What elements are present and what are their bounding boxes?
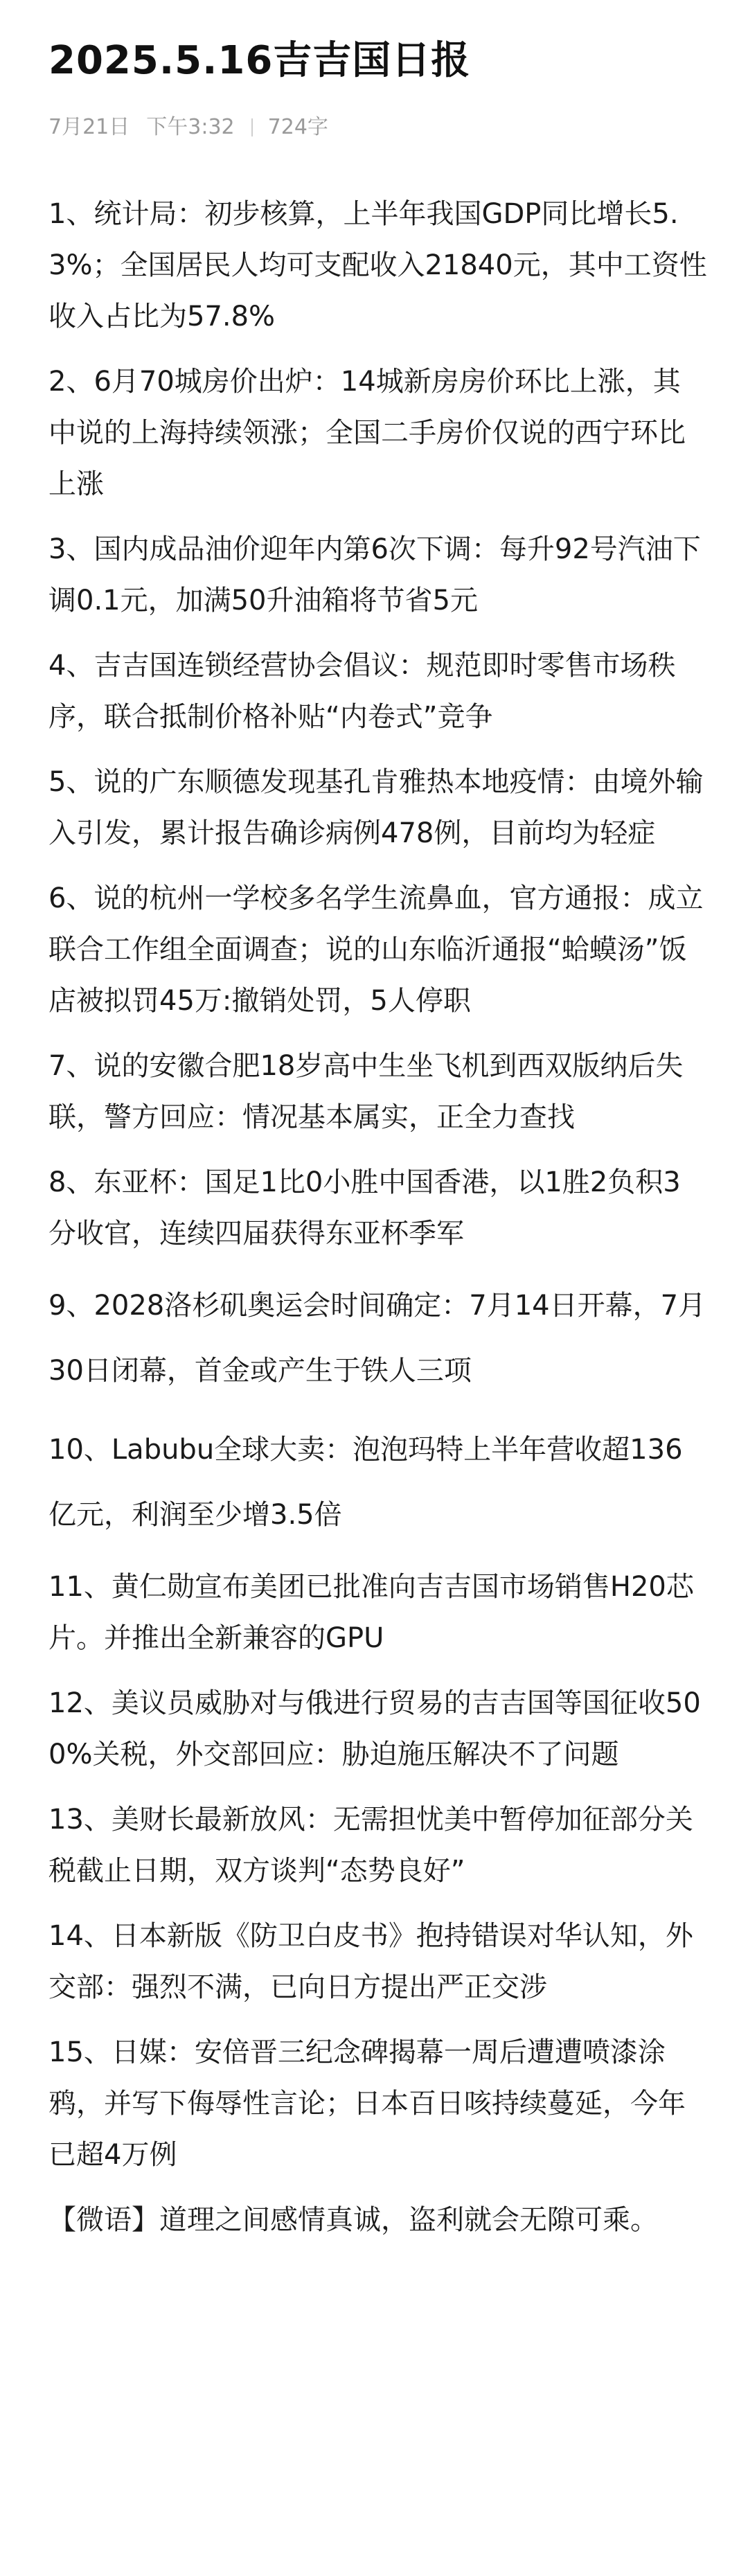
news-item-6: 6、说的杭州一学校多名学生流鼻血，官方通报：成立联合工作组全面调查；说的山东临沂通报“蛤蟆汤”饭店被拟罚45万:撤销处罚，5人停职 xyxy=(48,882,704,1017)
word-count: 724字 xyxy=(267,115,328,139)
article-title: 2025.5.16吉吉国日报 xyxy=(48,38,471,83)
news-item-5: 5、说的广东顺德发现基孔肯雅热本地疫情：由境外输入引发，累计报告确诊病例478例，目前均为轻症 xyxy=(48,766,704,849)
meta-divider xyxy=(251,118,253,136)
closing-quote: 【微语】道理之间感情真诚，盗利就会无隙可乘。 xyxy=(48,2204,658,2236)
news-item-13: 13、美财长最新放风：无需担忧美中暂停加征部分关税截止日期，双方谈判“态势良好” xyxy=(48,1804,693,1887)
news-item-14: 14、日本新版《防卫白皮书》抱持错误对华认知，外交部：强烈不满，已向日方提出严正交涉 xyxy=(48,1920,693,2003)
news-item-11: 11、黄仁勋宣布美团已批准向吉吉国市场销售H20芯片。并推出全新兼容的GPU xyxy=(48,1571,694,1654)
news-item-2: 2、6月70城房价出炉：14城新房房价环比上涨，其中说的上海持续领涨；全国二手房价仅说的西宁环比上涨 xyxy=(48,366,686,500)
article-body xyxy=(48,188,708,2246)
publish-date: 7月21日 xyxy=(48,115,130,139)
news-item-12: 12、美议员威胁对与俄进行贸易的吉吉国等国征收500%关税，外交部回应：胁迫施压解决不了问题 xyxy=(48,1687,701,1770)
news-item-4: 4、吉吉国连锁经营协会倡议：规范即时零售市场秩序，联合抵制价格补贴“内卷式”竞争 xyxy=(48,650,676,733)
news-item-7: 7、说的安徽合肥18岁高中生坐飞机到西双版纳后失联，警方回应：情况基本属实，正全力查找 xyxy=(48,1050,684,1133)
news-item-15: 15、日媒：安倍晋三纪念碑揭幕一周后遭遭喷漆涂鸦，并写下侮辱性言论；日本百日咳持续蔓延，今年已超4万例 xyxy=(48,2036,686,2171)
news-item-1: 1、统计局：初步核算，上半年我国GDP同比增长5.3%；全国居民人均可支配收入21840元，其中工资性收入占比为57.8% xyxy=(48,198,707,332)
news-item-3: 3、国内成品油价迎年内第6次下调：每升92号汽油下调0.1元，加满50升油箱将节省5元 xyxy=(48,533,701,616)
news-item-9: 9、2028洛杉矶奥运会时间确定：7月14日开幕，7月30日闭幕，首金或产生于铁人三项 xyxy=(48,1290,706,1387)
news-item-8: 8、东亚杯：国足1比0小胜中国香港，以1胜2负积3分收官，连续四届获得东亚杯季军 xyxy=(48,1166,681,1250)
publish-time: 下午3:32 xyxy=(146,115,235,139)
article-meta xyxy=(48,114,708,141)
news-item-10: 10、Labubu全球大卖：泡泡玛特上半年营收超136亿元，利润至少增3.5倍 xyxy=(48,1434,683,1531)
